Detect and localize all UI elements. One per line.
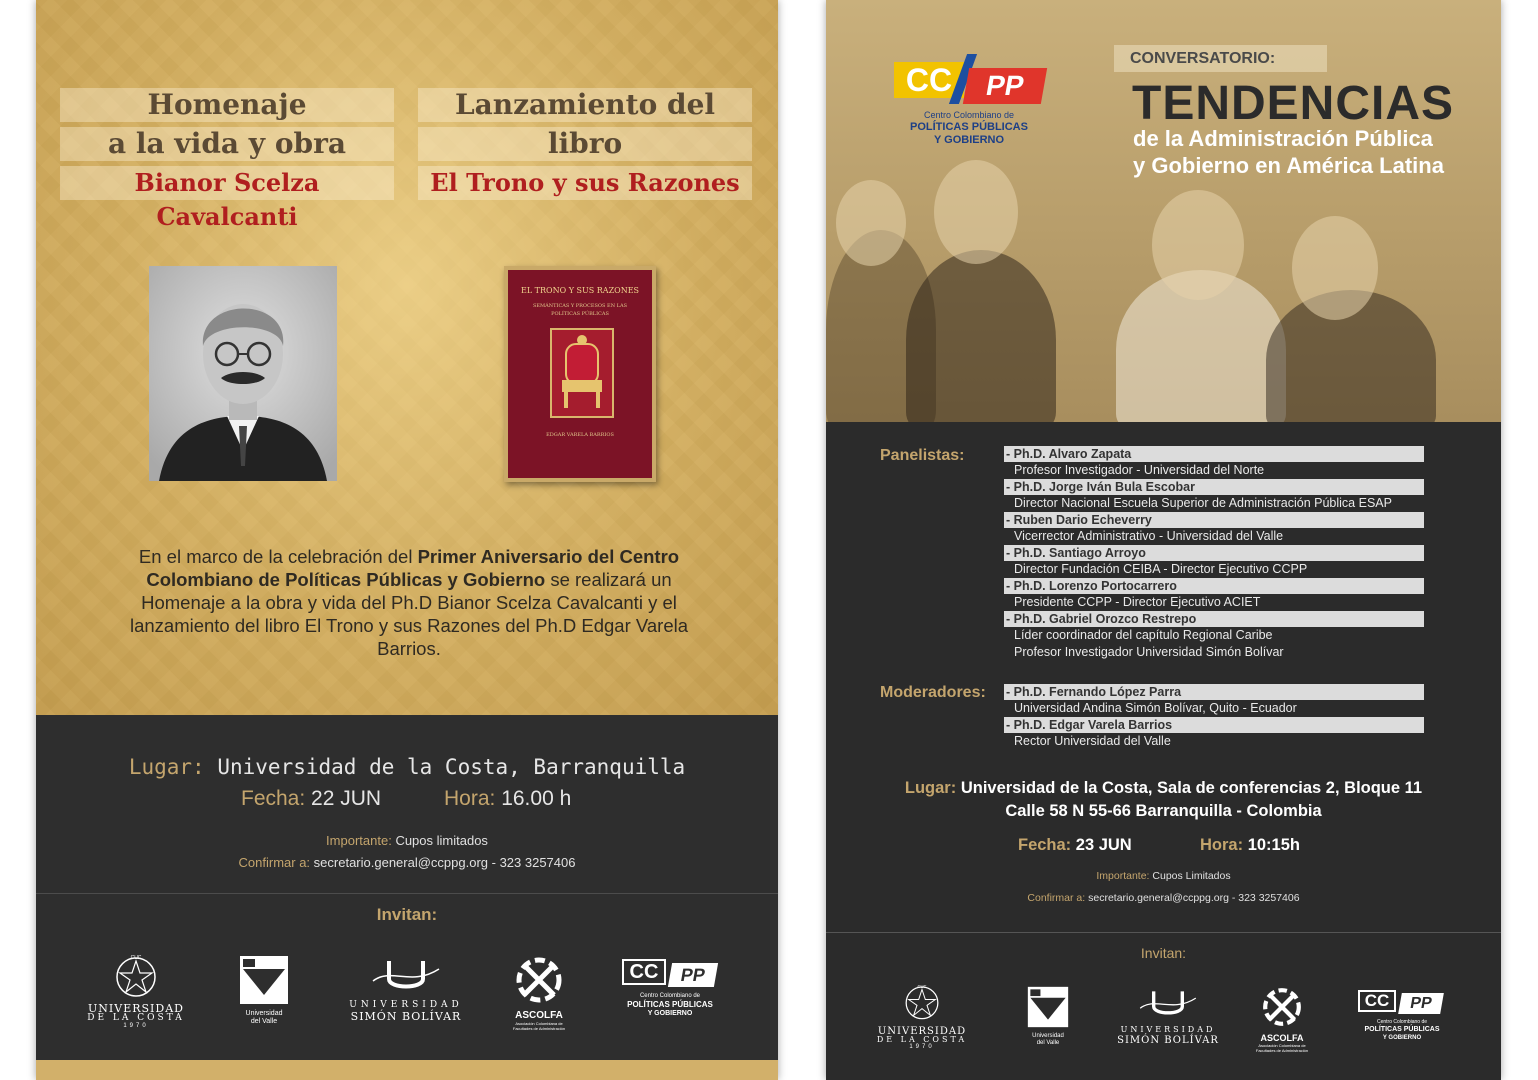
title-line: Lanzamiento del — [418, 88, 752, 122]
ccpp-line-2: POLÍTICAS PÚBLICAS — [1364, 1026, 1440, 1033]
cuc-year: 1970 — [909, 1044, 935, 1050]
usb-name-1: UNIVERSIDAD — [1120, 1025, 1216, 1034]
time — [1200, 836, 1300, 855]
date — [241, 787, 381, 811]
speaker-name: - Ph.D. Gabriel Orozco Restrepo — [1004, 611, 1424, 627]
ascolfa-name: ASCOLFA — [515, 1010, 563, 1021]
rsvp — [36, 855, 778, 870]
moderadores-label: Moderadores: — [880, 684, 986, 701]
univalle-name-2: del Valle — [1036, 1040, 1060, 1046]
logo-usb — [348, 957, 464, 1023]
event-subtitle-2: y Gobierno en América Latina — [1133, 153, 1444, 178]
logo-cuc — [874, 982, 970, 1051]
time-label: Hora: — [444, 787, 496, 810]
poster-left-info-area — [36, 715, 778, 1080]
venue-label: Lugar: — [904, 779, 957, 797]
poster-right-header — [826, 0, 1501, 422]
poster-left-gold-area — [36, 0, 778, 715]
ccpp-mark-icon: CC PP — [1354, 990, 1450, 1016]
important-label: Importante: — [326, 833, 392, 848]
ccpp-line-3: Y GOBIERNO — [1382, 1035, 1422, 1041]
speaker-role: Profesor Investigador Universidad Simón Bolívar — [1014, 645, 1284, 659]
rsvp-label: Confirmar a: — [238, 855, 311, 870]
speaker-role: Rector Universidad del Valle — [1014, 734, 1171, 748]
logo-ccpp — [1354, 990, 1450, 1042]
usb-name-1: UNIVERSIDAD — [349, 1000, 463, 1010]
date-value: 23 JUN — [1075, 836, 1132, 854]
invitan-heading: Invitan: — [376, 905, 438, 924]
speaker-role: Presidente CCPP - Director Ejecutivo ACIET — [1014, 595, 1261, 609]
venue-value: Universidad de la Costa, Sala de conferencias 2, Bloque 11 — [960, 779, 1423, 797]
important-note — [36, 833, 778, 848]
ascolfa-name: ASCOLFA — [1260, 1033, 1304, 1043]
time-value: 16.00 h — [501, 787, 572, 810]
speaker-name: - Ph.D. Fernando López Parra — [1004, 684, 1424, 700]
ascolfa-sub: Asociación Colombiana de Facultades de Administración — [512, 1021, 566, 1031]
conversatorio-label: CONVERSATORIO: — [1114, 45, 1327, 72]
important-note — [826, 870, 1501, 882]
description-text: En el marco de la celebración del — [138, 546, 418, 567]
poster-conversatorio — [826, 0, 1501, 1080]
logo-usb — [1116, 988, 1220, 1046]
book-title: EL TRONO Y SUS RAZONES — [520, 286, 640, 295]
speaker-name: - Ph.D. Lorenzo Portocarrero — [1004, 578, 1424, 594]
speaker-name: - Ph.D. Edgar Varela Barrios — [1004, 717, 1424, 733]
logo-univalle — [236, 955, 292, 1026]
cuc-name-2: DE LA COSTA — [876, 1035, 968, 1044]
portrait-photo — [149, 266, 337, 481]
cuc-name-1: UNIVERSIDAD — [877, 1026, 967, 1037]
logo-ascolfa — [1254, 986, 1310, 1053]
speaker-role: Líder coordinador del capítulo Regional Caribe — [1014, 628, 1273, 642]
univalle-name-1: Universidad — [1032, 1033, 1064, 1039]
book-subtitle: SEMÁNTICAS Y PROCESOS EN LAS POLÍTICAS PÚBLICAS — [532, 303, 628, 317]
usb-signature-icon — [1138, 988, 1198, 1020]
description-bold: Primer Aniversario del Centro Colombiano de Políticas Públicas y Gobierno — [146, 546, 680, 590]
panelistas-list — [1004, 446, 1424, 661]
speaker-name: - Ph.D. Alvaro Zapata — [1004, 446, 1424, 462]
svg-text:CUC: CUC — [130, 955, 142, 961]
ccpp-logo-header — [894, 54, 1050, 146]
cuc-star-icon — [112, 953, 160, 999]
ccpp-name-2: POLÍTICAS PÚBLICAS Y GOBIERNO — [910, 121, 1028, 146]
rsvp-contact: secretario.general@ccppg.org - 323 3257406 — [313, 855, 576, 870]
moderadores-list — [1004, 684, 1424, 750]
ascolfa-sub: Asociación Colombiana de Facultades de Administración — [1255, 1043, 1309, 1053]
date — [1018, 836, 1132, 855]
event-description — [118, 545, 700, 660]
important-label: Importante: — [1096, 870, 1150, 882]
ccpp-mark-icon: CC PP — [618, 959, 722, 989]
title-book-name: El Trono y sus Razones — [418, 166, 752, 200]
date-label: Fecha: — [1018, 836, 1072, 854]
divider — [826, 932, 1501, 933]
rsvp-contact: secretario.general@ccppg.org - 323 3257406 — [1088, 892, 1300, 904]
usb-name-2: SIMÓN BOLÍVAR — [1117, 1035, 1219, 1046]
speaker-name: - Ruben Dario Echeverry — [1004, 512, 1424, 528]
portrait-man-icon — [149, 266, 337, 481]
venue — [826, 777, 1501, 823]
cuc-year: 1970 — [123, 1023, 149, 1029]
poster-right-info-area — [826, 422, 1501, 1080]
title-honoree: Bianor Scelza Cavalcanti — [60, 166, 394, 200]
speaker-role: Profesor Investigador - Universidad del Norte — [1014, 463, 1265, 477]
rsvp-label: Confirmar a: — [1027, 892, 1086, 904]
throne-icon — [550, 328, 614, 418]
cuc-name-1: UNIVERSIDAD — [88, 1002, 184, 1015]
ccpp-line-1: Centro Colombiano de — [1376, 1019, 1428, 1025]
usb-name-2: SIMÓN BOLÍVAR — [350, 1010, 462, 1023]
invitan-heading: Invitan: — [1140, 945, 1187, 961]
usb-signature-icon — [371, 957, 441, 995]
speaker-role: Director Fundación CEIBA - Director Ejecutivo CCPP — [1014, 562, 1308, 576]
speaker-name: - Ph.D. Jorge Iván Bula Escobar — [1004, 479, 1424, 495]
logo-cuc — [86, 953, 186, 1030]
title-line: Homenaje — [60, 88, 394, 122]
ascolfa-knot-icon — [1261, 986, 1303, 1028]
date-label: Fecha: — [241, 787, 306, 810]
important-value: Cupos Limitados — [1152, 870, 1231, 882]
event-title: TENDENCIAS — [1132, 77, 1455, 130]
univalle-name-1: Universidad — [245, 1010, 283, 1017]
event-subtitle-1: de la Administración Pública — [1133, 126, 1433, 151]
book-author: EDGAR VARELA BARRIOS — [546, 432, 614, 438]
logo-univalle — [1024, 986, 1072, 1047]
logo-ascolfa — [508, 955, 570, 1031]
logo-ccpp — [618, 959, 722, 1018]
rsvp — [826, 892, 1501, 904]
speaker-name: - Ph.D. Santiago Arroyo — [1004, 545, 1424, 561]
speaker-role: Director Nacional Escuela Superior de Administración Pública ESAP — [1014, 496, 1392, 510]
speaker-role: Universidad Andina Simón Bolívar, Quito - Ecuador — [1014, 701, 1297, 715]
venue-value: Universidad de la Costa, Barranquilla — [217, 755, 686, 779]
venue-address: Calle 58 N 55-66 Barranquilla - Colombia — [1005, 802, 1322, 820]
description-text: se realizará un Homenaje a la obra y vida del Ph.D Bianor Scelza Cavalcanti y el lanzamiento del libro El Trono y sus Razones del Ph.D Edgar Varela Barrios. — [129, 569, 689, 659]
title-line: libro — [418, 127, 752, 161]
ccpp-line-3: Y GOBIERNO — [647, 1010, 693, 1017]
ccpp-line-1: Centro Colombiano de — [639, 993, 701, 999]
venue-label: Lugar: — [128, 755, 205, 779]
ccpp-pp: PP — [963, 68, 1047, 104]
time — [444, 787, 571, 811]
title-homenaje — [60, 88, 394, 231]
cuc-name-2: DE LA COSTA — [87, 1013, 185, 1023]
panelistas-label: Panelistas: — [880, 447, 965, 464]
ccpp-cc: CC — [894, 62, 964, 98]
title-lanzamiento — [418, 88, 752, 205]
book-cover — [504, 266, 656, 482]
time-label: Hora: — [1200, 836, 1244, 854]
univalle-shield-icon — [1027, 986, 1069, 1028]
cuc-star-icon — [902, 982, 942, 1022]
poster-homenaje — [36, 0, 778, 1080]
ccpp-name-1: Centro Colombiano de — [923, 110, 1015, 120]
bottom-gold-strip — [36, 1060, 778, 1080]
important-value: Cupos limitados — [395, 833, 488, 848]
univalle-shield-icon — [239, 955, 289, 1005]
univalle-name-2: del Valle — [250, 1018, 278, 1025]
date-value: 22 JUN — [311, 787, 382, 810]
time-value: 10:15h — [1247, 836, 1300, 854]
speaker-role: Vicerrector Administrativo - Universidad del Valle — [1014, 529, 1284, 543]
venue — [36, 755, 778, 779]
ccpp-line-2: POLÍTICAS PÚBLICAS — [627, 1000, 713, 1009]
ascolfa-knot-icon — [514, 955, 564, 1005]
title-line: a la vida y obra — [60, 127, 394, 161]
svg-text:CUC: CUC — [917, 983, 927, 989]
divider — [36, 893, 778, 894]
